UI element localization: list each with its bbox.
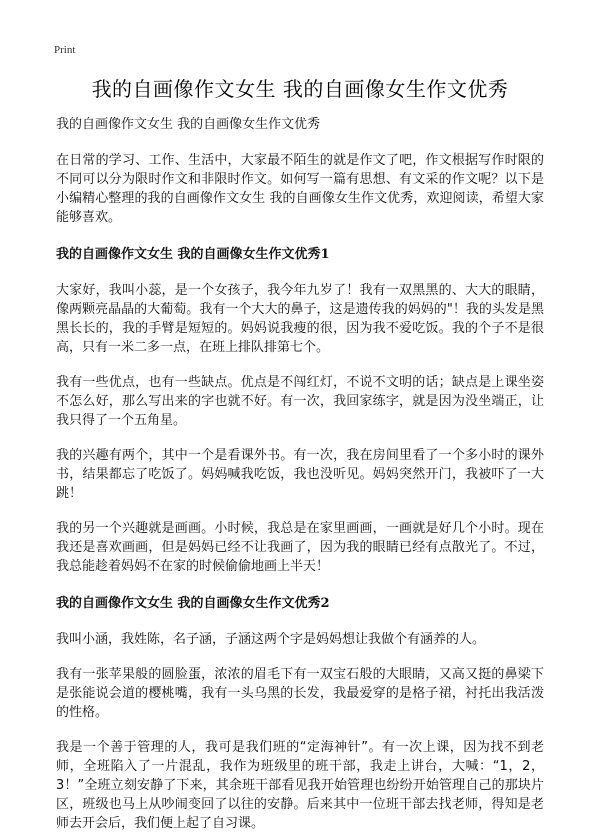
document-subtitle: 我的自画像作文女生 我的自画像女生作文优秀	[56, 117, 321, 132]
print-link[interactable]: Print	[54, 44, 76, 56]
paragraph: 我的兴趣有两个，其中一个是看课外书。有一次，我在房间里看了一个多小时的课外书，结果都忘了吃饭了。妈妈喊我吃饭，我也没听见。妈妈突然开门，我被吓了一大跳！	[56, 448, 544, 501]
document-title: 我的自画像作文女生 我的自画像女生作文优秀	[91, 77, 509, 101]
paragraph: 我的另一个兴趣就是画画。小时候，我总是在家里画画，一画就是好几个小时。现在我还是喜欢画画，但是妈妈已经不让我画了，因为我的眼睛已经有点散光了。不过，我总能趁着妈妈不在家的时候偷偷地画上半天！	[56, 521, 544, 574]
paragraph: 大家好，我叫小蕊，是一个女孩子，我今年九岁了！我有一双黑黑的、大大的眼睛，像两颗亮晶晶的大葡萄。我有一个大大的鼻子，这是遗传我的妈妈的"！我的头发是黑黑长长的，我的手臂是短短的。妈妈说我瘦的很，因为我不爱吃饭。我的个子不是很高，只有一米二多一点，在班上排队排第七个。	[56, 283, 544, 355]
paragraph: 我是一个善于管理的人，我可是我们班的“定海神针”。有一次上课，因为找不到老师，全班陷入了一片混乱，我作为班级里的班干部，我走上讲台，大喊：“1，2，3！”全班立刻安静了下来，其余班干部看见我开始管理也纷纷开始管理自己的那块片区，班级也马上从吵闹变回了以往的安静。后来其中一位班干部去找老师，得知是老师去开会后，我们便上起了自习课。	[56, 740, 544, 831]
paragraph: 我叫小涵，我姓陈，名子涵，子涵这两个字是妈妈想让我做个有涵养的人。	[56, 632, 486, 647]
intro-paragraph: 在日常的学习、工作、生活中，大家最不陌生的就是作文了吧，作文根据写作时限的不同可以分为限时作文和非限时作文。如何写一篇有思想、有文采的作文呢？以下是小编精心整理的我的自画像作文女生 我的自画像女生作文优秀，欢迎阅读，希望大家能够喜欢。	[56, 153, 544, 225]
essay-section-1	[56, 245, 544, 576]
paragraph: 我有一些优点，也有一些缺点。优点是不闯红灯，不说不文明的话；缺点是上课坐姿不怎么好，那么写出来的字也就不好。有一次，我回家练字，就是因为没坐端正，让我只得了一个五角星。	[56, 375, 544, 428]
paragraph: 我有一张苹果般的圆脸蛋，浓浓的眉毛下有一双宝石般的大眼睛，又高又挺的鼻梁下是张能说会道的樱桃嘴，我有一头乌黑的长发，我最爱穿的是格子裙，衬托出我活泼的性格。	[56, 667, 544, 720]
essay-section-2	[56, 594, 544, 833]
section-heading: 我的自画像作文女生 我的自画像女生作文优秀2	[56, 596, 330, 611]
section-heading: 我的自画像作文女生 我的自画像女生作文优秀1	[56, 247, 330, 262]
